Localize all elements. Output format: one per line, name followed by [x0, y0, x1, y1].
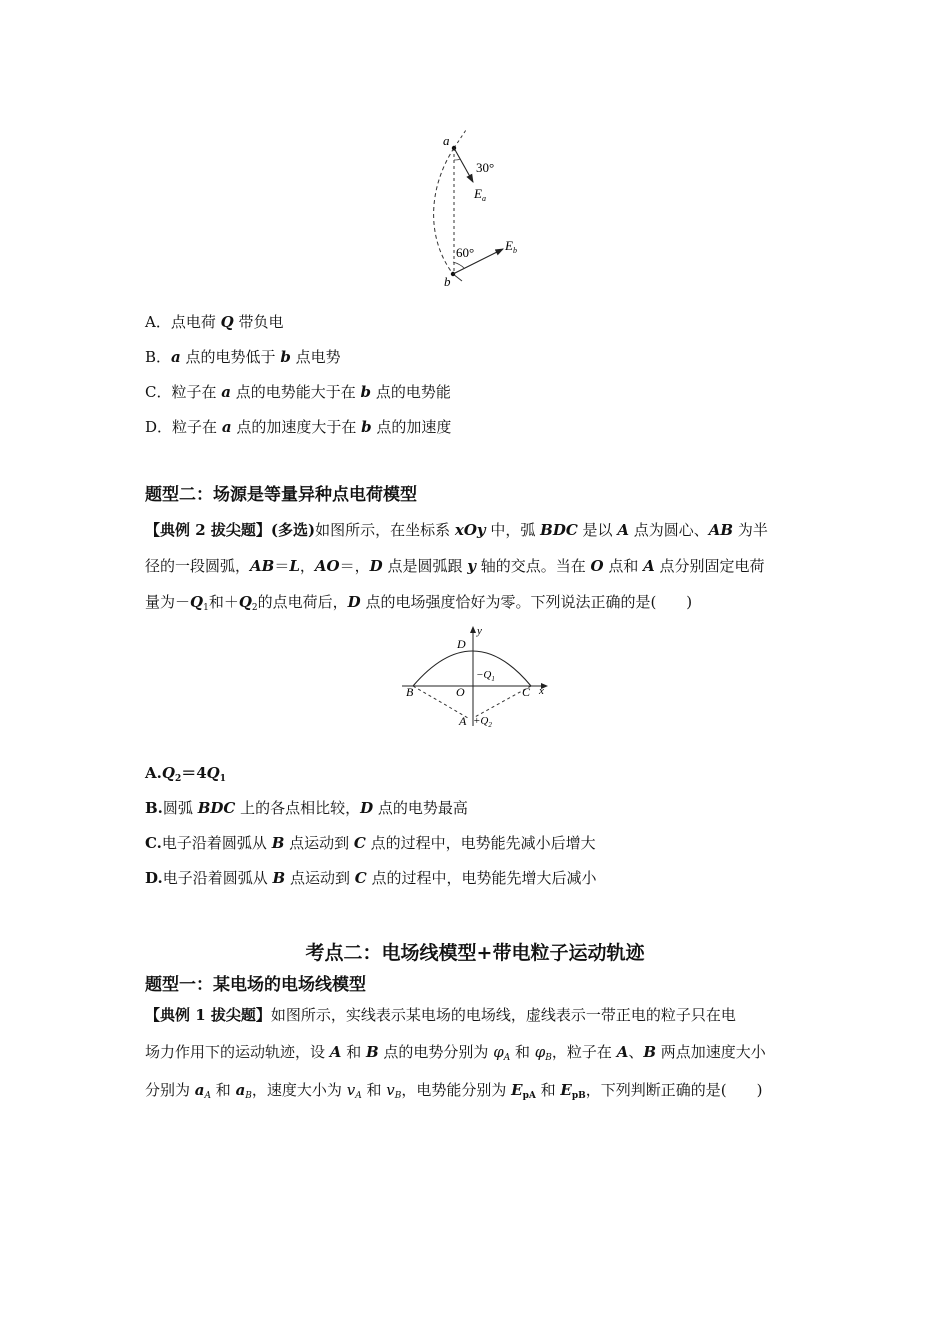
angle-60-label: 60°: [456, 245, 475, 260]
label-x: x: [539, 685, 544, 697]
label-y: y: [477, 625, 482, 637]
label-b: b: [444, 274, 451, 288]
q2-option-a: $A.Q_2=4Q_1$: [145, 764, 226, 784]
example1-line1: 【典例 1 拔尖题】如图所示，实线表示某电场的电场线，虚线表示一带正电的粒子只在电: [145, 1006, 736, 1024]
example1-line2: 场力作用下的运动轨迹，设 A 和 B 点的电势分别为 $\varphi_A$ 和 $\varphi_B$，粒子在 A、B 两点加速度大小: [145, 1043, 766, 1063]
label-B: B: [406, 685, 414, 699]
field-a-label: $E_a$: [474, 186, 486, 203]
section-type2-title: 题型二：场源是等量异种点电荷模型: [145, 485, 417, 505]
q1-option-a: A．点电荷 Q 带负电: [145, 313, 284, 331]
label-C: C: [522, 685, 531, 699]
q1-option-d: D．粒子在 a 点的加速度大于在 b 点的加速度: [145, 418, 452, 436]
section2-heading: 考点二：电场线模型+带电粒子运动轨迹: [305, 942, 645, 964]
q2-option-d: D.电子沿着圆弧从 B 点运动到 C 点的过程中，电势能先增大后减小: [145, 869, 597, 887]
example2-line3: 量为$-Q_1$和$+Q_2$的点电荷后，D 点的电场强度恰好为零。下列说法正确的是( ): [145, 593, 693, 613]
angle-arc-b: [453, 262, 464, 268]
q2-option-b: B.圆弧 BDC 上的各点相比较，D 点的电势最高: [145, 799, 468, 817]
q1-option-c: C．粒子在 a 点的电势能大于在 b 点的电势能: [145, 383, 451, 401]
field-vector-a: [454, 148, 473, 182]
label-A: A: [459, 714, 467, 728]
coordinate-arc-figure: [397, 622, 557, 737]
angle-arc-a: [454, 159, 460, 160]
example1-line3: 分别为 $a_A$ 和 $a_B$，速度大小为 $v_A$ 和 $v_B$，电势能分别为 $E_{pA}$ 和 $E_{pB}$，下列判断正确的是( ): [145, 1081, 763, 1101]
label-plus-q2: $+Q_2$: [473, 715, 492, 729]
trajectory-dashed-arc: [434, 148, 454, 274]
section-type1-title: 题型一：某电场的电场线模型: [145, 975, 366, 995]
label-O: O: [456, 685, 465, 699]
example2-line1: 【典例 2 拔尖题】(多选)如图所示，在坐标系 xOy 中，弧 BDC 是以 A 点为圆心、AB 为半: [145, 521, 768, 539]
field-line-dashed-top: [454, 130, 466, 148]
q2-option-c: C.电子沿着圆弧从 B 点运动到 C 点的过程中，电势能先减小后增大: [145, 834, 596, 852]
q1-option-b: B．a 点的电势低于 b 点电势: [145, 348, 341, 366]
label-D: D: [457, 637, 466, 651]
example2-line2: 径的一段圆弧，AB＝L，AO＝，D 点是圆弧跟 y 轴的交点。当在 O 点和 A 点分别固定电荷: [145, 557, 765, 575]
angle-30-label: 30°: [476, 160, 495, 175]
field-trajectory-figure: [420, 128, 540, 288]
field-b-label: $E_b$: [505, 238, 517, 255]
label-minus-q1: $-Q_1$: [476, 669, 495, 683]
arc-bdc: [413, 651, 531, 686]
label-a: a: [443, 133, 450, 148]
